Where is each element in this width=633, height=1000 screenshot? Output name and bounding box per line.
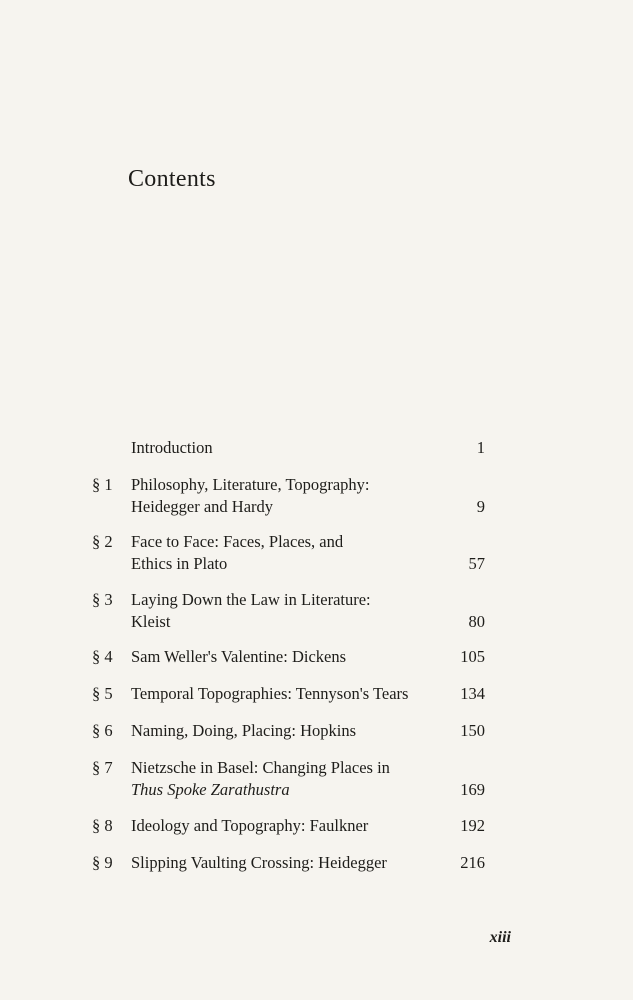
section-title [131,531,461,575]
section-title [131,720,461,742]
section-title [131,852,461,874]
section-title [131,683,461,705]
section-page: 105 [460,647,485,666]
section-page: 1 [476,438,485,457]
section-page: 150 [460,721,485,740]
section-title [131,646,461,668]
page-title: Contents [128,166,216,192]
section-title [131,589,461,633]
section-title-line: Ethics in Plato [131,554,228,573]
section-title-line: Face to Face: Faces, Places, and [131,532,344,551]
section-number: § 9 [92,853,113,872]
section-title-line: Philosophy, Literature, Topography: [131,475,370,494]
section-title [131,437,461,459]
section-title-line: Kleist [131,612,171,631]
section-number: § 4 [92,647,113,666]
section-number: § 6 [92,721,113,740]
section-title-line: Naming, Doing, Placing: Hopkins [131,721,357,740]
section-title-line: Ideology and Topography: Faulkner [131,816,369,835]
section-page: 57 [468,554,485,573]
section-number: § 3 [92,590,113,609]
section-title-line: Slipping Vaulting Crossing: Heidegger [131,853,387,872]
section-title-line: Nietzsche in Basel: Changing Places in [131,758,390,777]
section-title [131,815,461,837]
section-title-line: Laying Down the Law in Literature: [131,590,371,609]
page-folio: xiii [489,929,511,946]
section-title [131,474,461,518]
section-number: § 5 [92,684,113,703]
section-page: 9 [476,497,485,516]
section-title-line: Sam Weller's Valentine: Dickens [131,647,347,666]
section-title-line: Heidegger and Hardy [131,497,274,516]
section-title-line: Temporal Topographies: Tennyson's Tears [131,684,409,703]
section-page: 216 [460,853,485,872]
section-page: 80 [468,612,485,631]
section-title-line-italic: Thus Spoke Zarathustra [131,780,290,799]
section-number: § 2 [92,532,113,551]
section-number: § 7 [92,758,113,777]
section-title-line: Introduction [131,438,213,457]
section-page: 134 [460,684,485,703]
section-title [131,757,461,801]
section-page: 192 [460,816,485,835]
section-page: 169 [460,780,485,799]
section-number: § 1 [92,475,113,494]
section-number: § 8 [92,816,113,835]
